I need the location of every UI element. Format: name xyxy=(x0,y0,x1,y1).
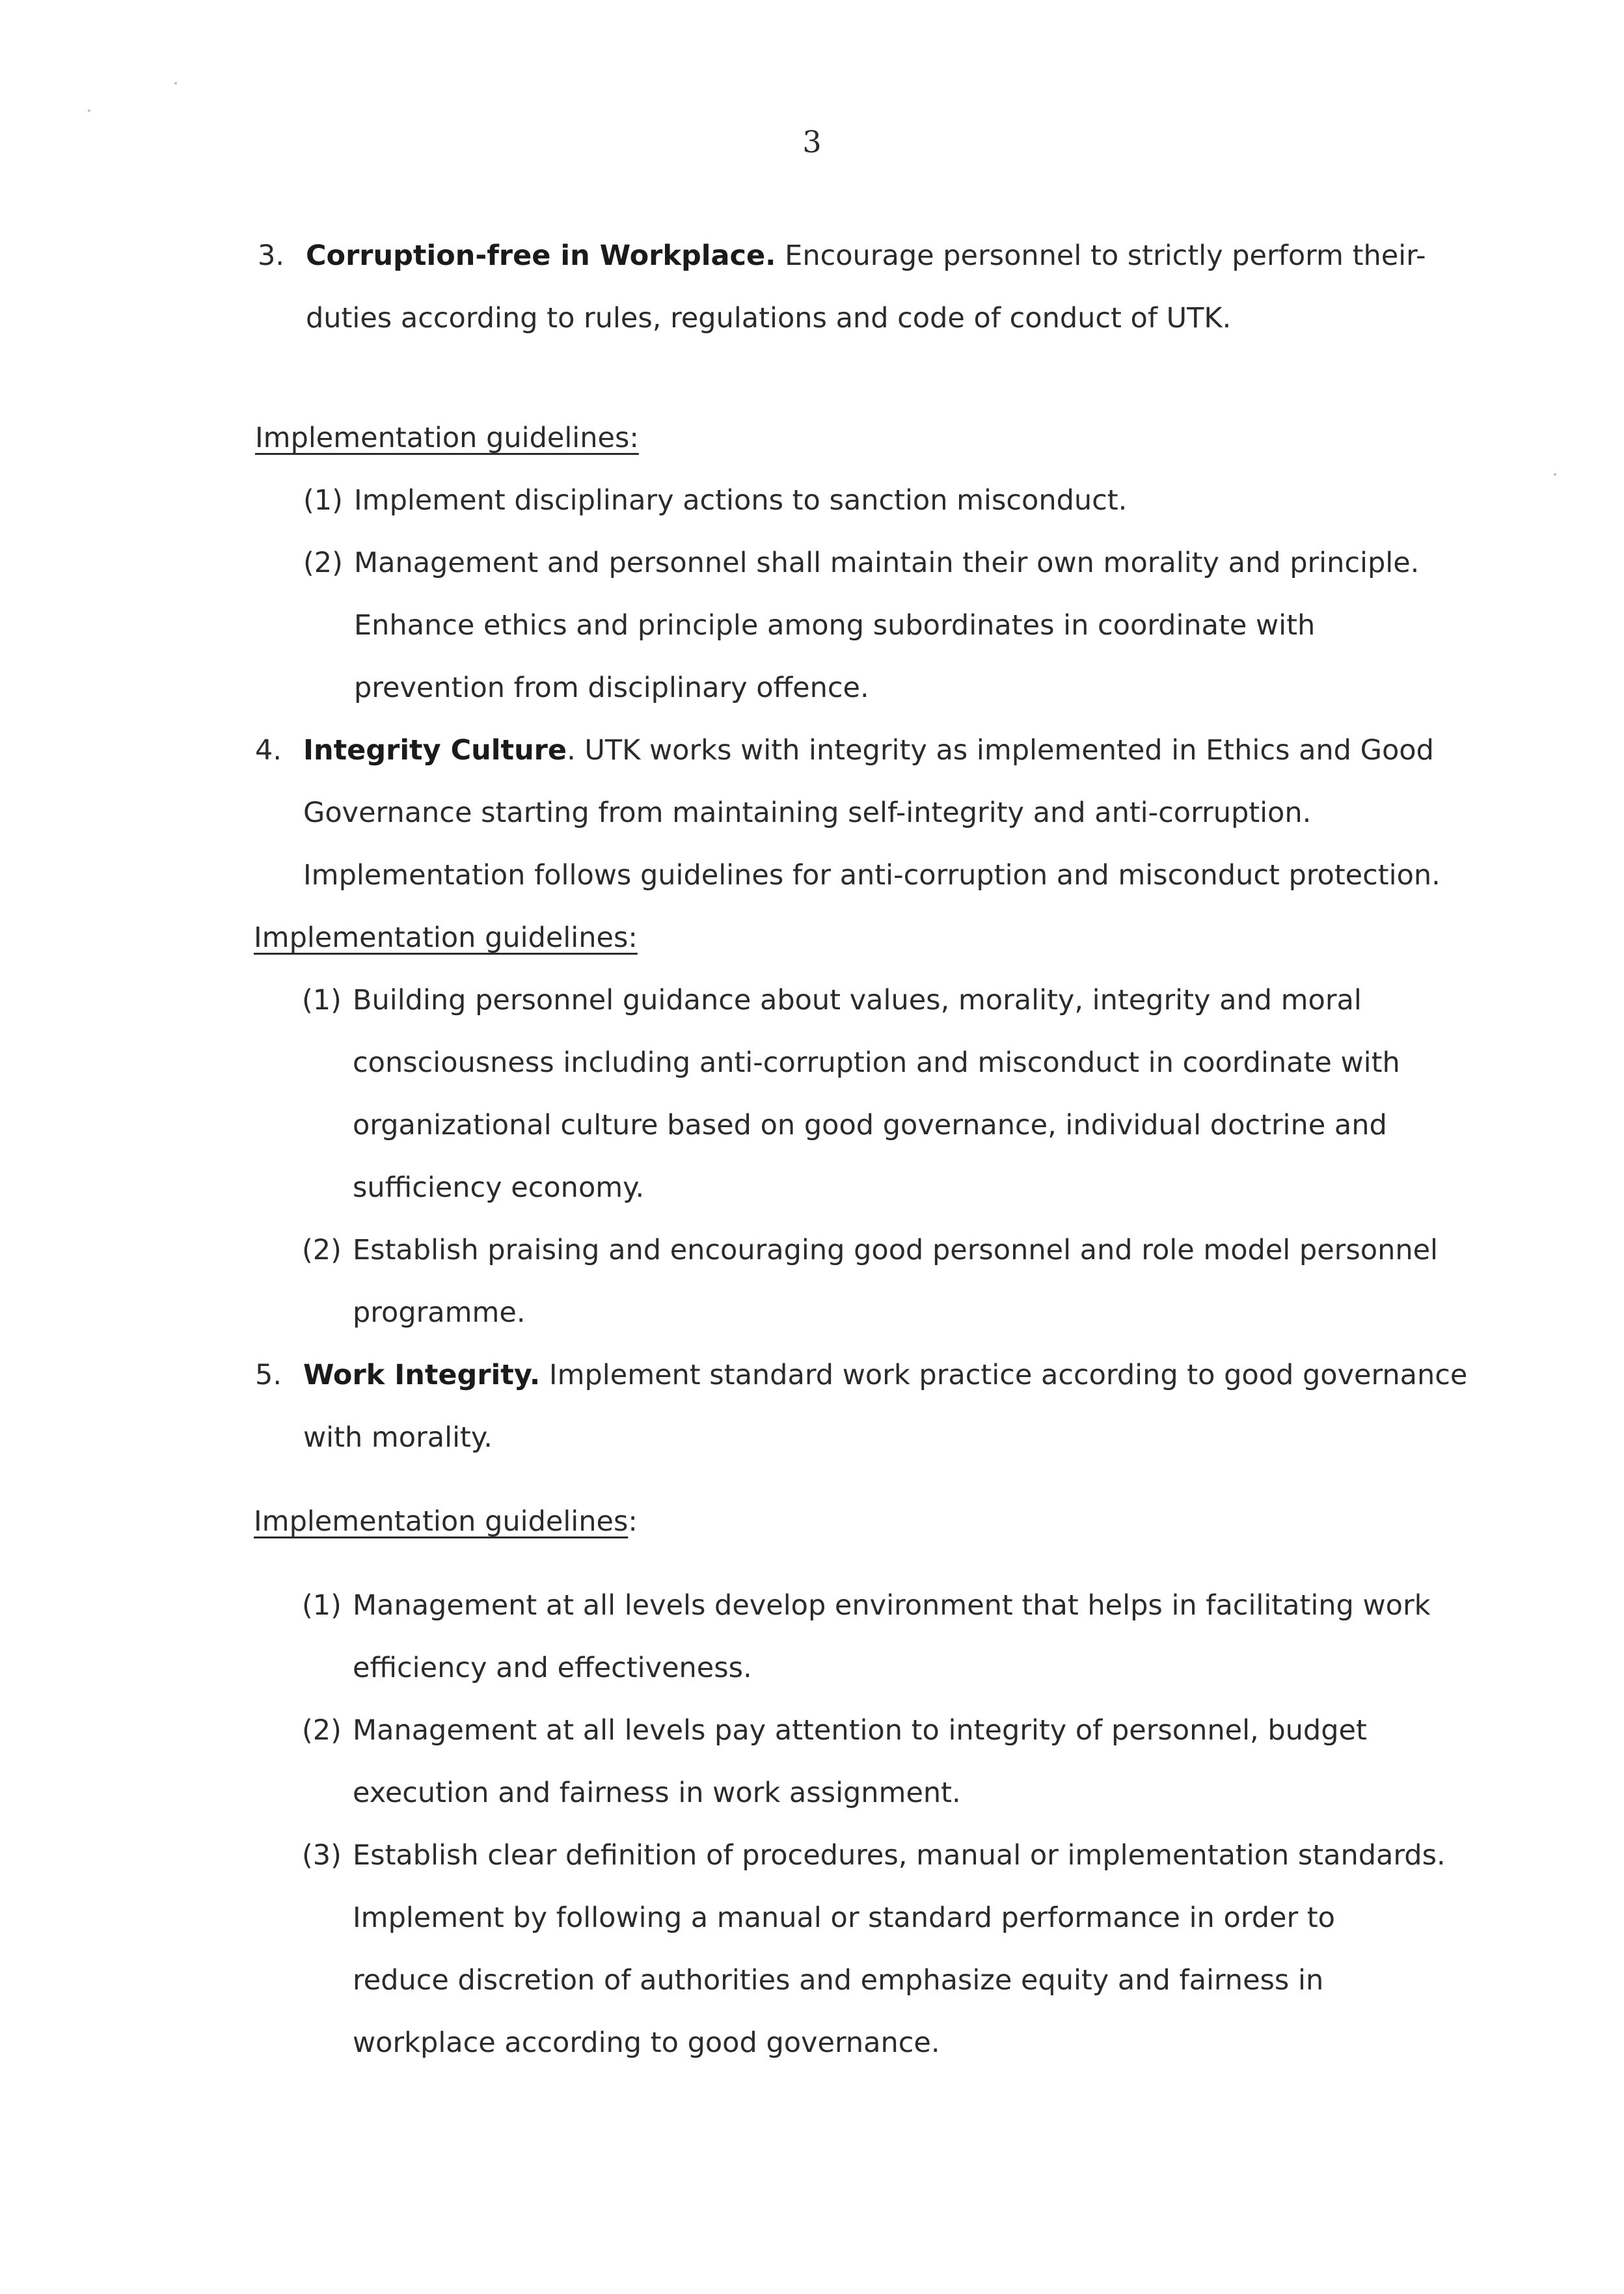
item-continuation: Enhance ethics and principle among subordinates in coordinate with xyxy=(354,609,1316,642)
guideline-item xyxy=(302,1574,1431,1637)
item-text: Building personnel guidance about values, morality, integrity and moral xyxy=(353,984,1362,1017)
item-text: Implement disciplinary actions to sanction misconduct. xyxy=(354,484,1128,517)
page-number: 3 xyxy=(802,124,822,159)
implementation-guidelines-heading-row xyxy=(254,1490,638,1553)
item-continuation: programme. xyxy=(353,1296,526,1329)
item-label: (2) xyxy=(303,547,343,579)
section-5-line-1 xyxy=(255,1344,1467,1406)
item-text: Management at all levels develop environment that helps in facilitating work xyxy=(353,1589,1431,1622)
section-title: Integrity Culture xyxy=(303,734,567,767)
guideline-item xyxy=(302,969,1362,1031)
section-3-line-2: duties according to rules, regulations and code of conduct of UTK. xyxy=(306,302,1232,335)
guideline-item xyxy=(302,1219,1438,1281)
section-text: UTK works with integrity as implemented in Ethics and Good xyxy=(584,734,1434,767)
item-continuation: sufficiency economy. xyxy=(353,1171,645,1204)
guideline-item xyxy=(303,469,1127,532)
item-label: (3) xyxy=(302,1839,342,1872)
item-continuation: workplace according to good governance. xyxy=(353,2027,940,2059)
section-title: Corruption-free in Workplace. xyxy=(306,239,776,272)
item-continuation: efficiency and effectiveness. xyxy=(353,1652,752,1684)
section-text: Implement standard work practice according to good governance xyxy=(548,1359,1468,1391)
item-text: Establish praising and encouraging good personnel and role model personnel xyxy=(353,1234,1438,1266)
item-continuation: execution and fairness in work assignment. xyxy=(353,1777,961,1809)
scan-speck xyxy=(88,109,90,112)
item-continuation: Implement by following a manual or standard performance in order to xyxy=(353,1902,1335,1934)
item-text: Management and personnel shall maintain their own morality and principle. xyxy=(354,547,1420,579)
item-continuation: reduce discretion of authorities and emphasize equity and fairness in xyxy=(353,1964,1324,1997)
item-continuation: organizational culture based on good governance, individual doctrine and xyxy=(353,1109,1387,1141)
item-continuation: prevention from disciplinary offence. xyxy=(354,672,869,704)
section-5-line-2: with morality. xyxy=(303,1421,493,1454)
heading-colon: : xyxy=(628,1505,638,1538)
item-continuation: consciousness including anti-corruption and misconduct in coordinate with xyxy=(353,1046,1400,1079)
implementation-guidelines-heading: Implementation guidelines: xyxy=(254,922,638,954)
section-number: 5. xyxy=(255,1359,282,1391)
guideline-item xyxy=(303,532,1419,594)
section-title: Work Integrity. xyxy=(303,1359,541,1391)
item-label: (2) xyxy=(302,1714,342,1747)
guideline-item xyxy=(302,1699,1367,1762)
section-text: Encourage personnel to strictly perform their- xyxy=(785,239,1426,272)
implementation-guidelines-heading: Implementation guidelines xyxy=(254,1505,629,1538)
section-number: 4. xyxy=(255,734,282,767)
section-4-line-2: Governance starting from maintaining self-integrity and anti-corruption. xyxy=(303,797,1312,829)
section-3-line-1 xyxy=(258,225,1426,287)
scan-speck xyxy=(174,82,177,85)
implementation-guidelines-heading: Implementation guidelines: xyxy=(255,422,639,454)
item-label: (1) xyxy=(302,984,342,1017)
item-label: (2) xyxy=(302,1234,342,1266)
item-label: (1) xyxy=(303,484,343,517)
scan-speck xyxy=(1554,473,1556,476)
section-4-line-3: Implementation follows guidelines for anti-corruption and misconduct protection. xyxy=(303,859,1441,892)
title-period: . xyxy=(567,734,576,767)
item-text: Management at all levels pay attention to integrity of personnel, budget xyxy=(353,1714,1367,1747)
guideline-item xyxy=(302,1824,1446,1887)
item-label: (1) xyxy=(302,1589,342,1622)
item-text: Establish clear definition of procedures, manual or implementation standards. xyxy=(353,1839,1446,1872)
section-number: 3. xyxy=(258,239,285,272)
section-4-line-1 xyxy=(255,719,1434,782)
